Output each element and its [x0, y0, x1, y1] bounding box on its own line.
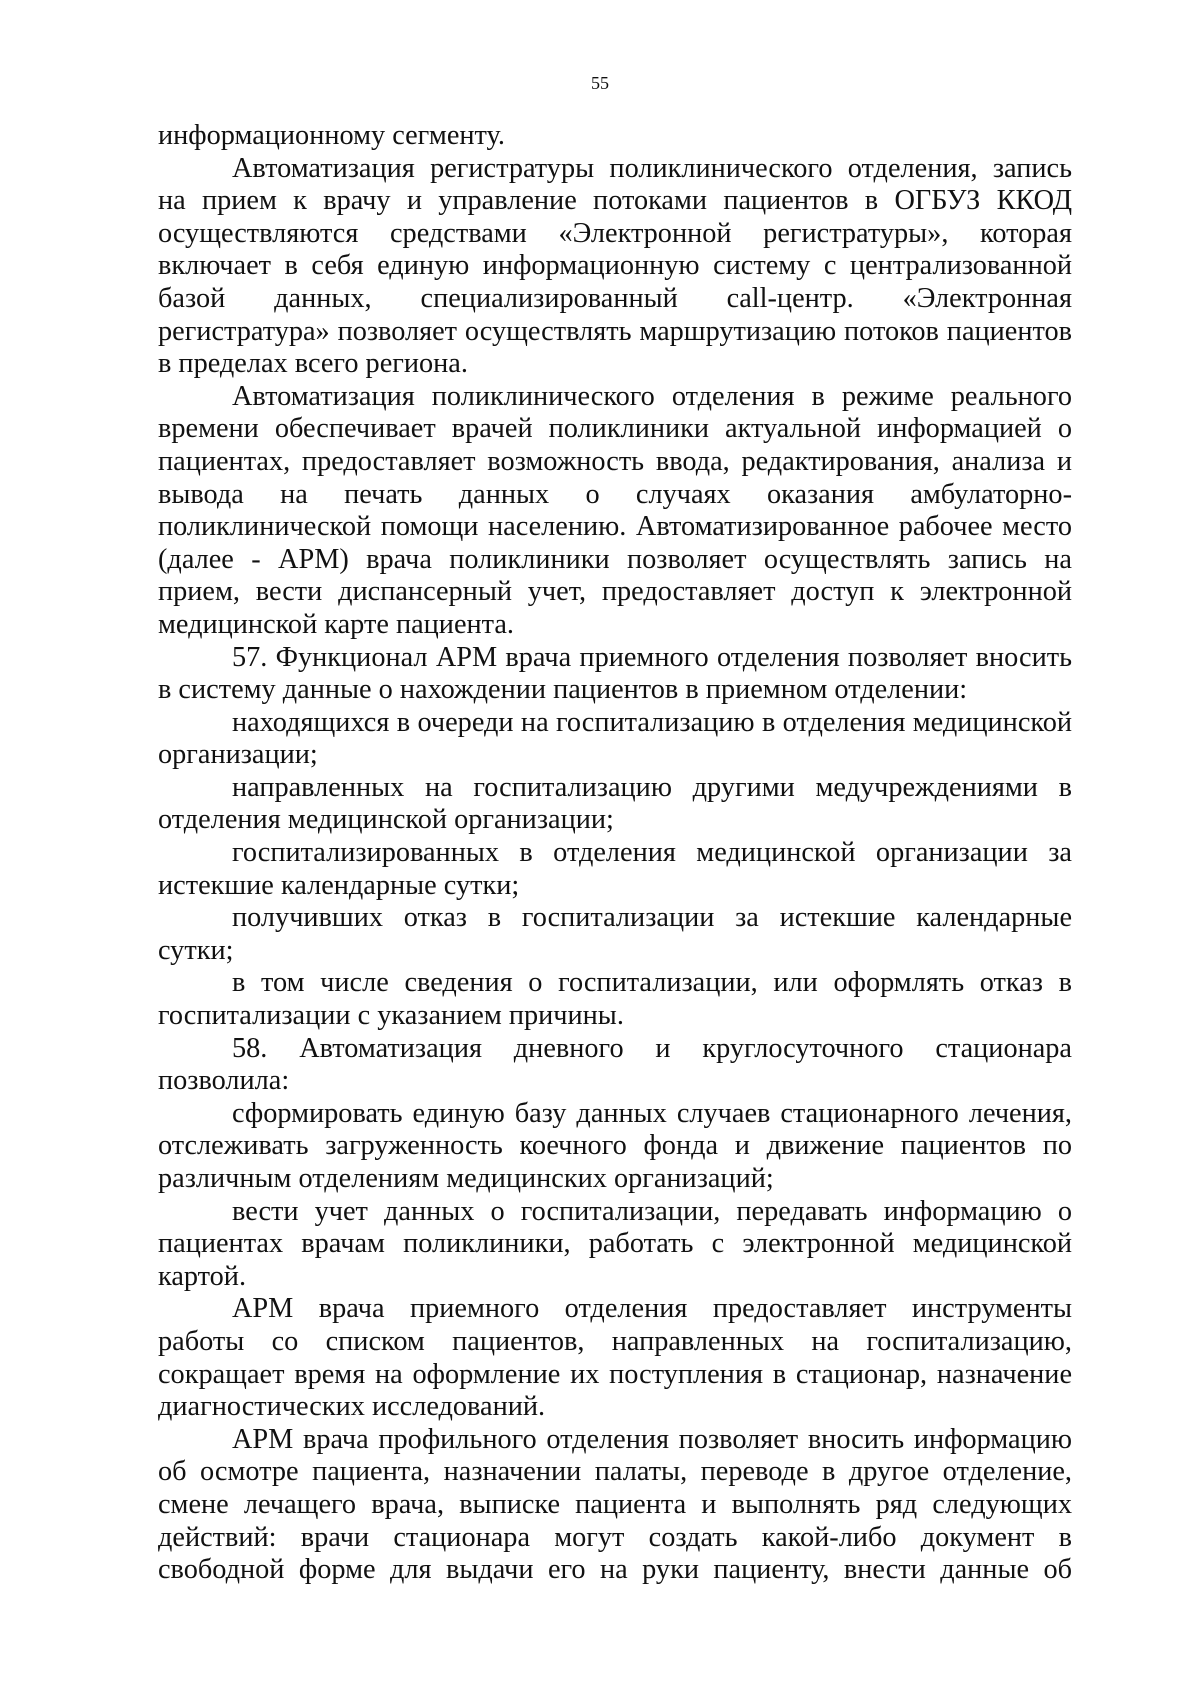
paragraph-admission-arm: АРМ врача приемного отделения предоставляет инструменты работы со списком пациентов, направленных на госпитализацию, сокращает время на оформление их поступления в стационар, назначение диагностических исследований. — [158, 1293, 1072, 1423]
list-item-queue: находящихся в очереди на госпитализацию в отделения медицинской организации; — [158, 706, 1072, 771]
list-item-hospitalized: госпитализированных в отделения медицинской организации за истекшие календарные сутки; — [158, 837, 1072, 901]
paragraph-item-58: 58. Автоматизация дневного и круглосуточного стационара позволила: — [158, 1032, 1072, 1097]
list-item-including: в том числе сведения о госпитализации, или оформлять отказ в госпитализации с указанием причины. — [158, 967, 1072, 1032]
list-item-database: сформировать единую базу данных случаев стационарного лечения, отслеживать загруженность коечного фонда и движение пациентов по различным отделениям медицинских организаций; — [158, 1097, 1072, 1194]
list-item-records: вести учет данных о госпитализации, передавать информацию о пациентах врачам поликлиники, работать с электронной медицинской картой. — [158, 1195, 1072, 1292]
paragraph-item-57: 57. Функционал АРМ врача приемного отделения позволяет вносить в систему данные о нахождении пациентов в приемном отделении: — [158, 641, 1072, 706]
paragraph-continuation: информационному сегменту. — [158, 120, 505, 151]
document-body — [158, 120, 1072, 1587]
paragraph-polyclinic-automation: Автоматизация поликлинического отделения в режиме реального времени обеспечивает врачей поликлиники актуальной информацией о пациентах, предоставляет возможность ввода, редактирования, анализа и вывода на печать данных о случаях оказания амбулаторно-поликлинической помощи населению. Автоматизированное рабочее место (далее - АРМ) врача поликлиники позволяет осуществлять запись на прием, вести диспансерный учет, предоставляет доступ к электронной медицинской карте пациента. — [158, 380, 1072, 640]
page-number: 55 — [591, 73, 609, 93]
list-item-refused: получивших отказ в госпитализации за истекшие календарные сутки; — [158, 902, 1072, 966]
list-item-referred: направленных на госпитализацию другими медучреждениями в отделения медицинской организации; — [158, 771, 1072, 836]
paragraph-electronic-registry: Автоматизация регистратуры поликлинического отделения, запись на прием к врачу и управление потоками пациентов в ОГБУЗ ККОД осуществляются средствами «Электронной регистратуры», которая включает в себя единую информационную систему с централизованной базой данных, специализированный call-центр. «Электронная регистратура» позволяет осуществлять маршрутизацию потоков пациентов в пределах всего региона. — [158, 152, 1072, 380]
paragraph-profile-arm: АРМ врача профильного отделения позволяет вносить информацию об осмотре пациента, назначении палаты, переводе в другое отделение, смене лечащего врача, выписке пациента и выполнять ряд следующих действий: врачи стационара могут создать какой-либо документ в свободной форме для выдачи его на руки пациенту, внести данные об — [158, 1423, 1072, 1586]
